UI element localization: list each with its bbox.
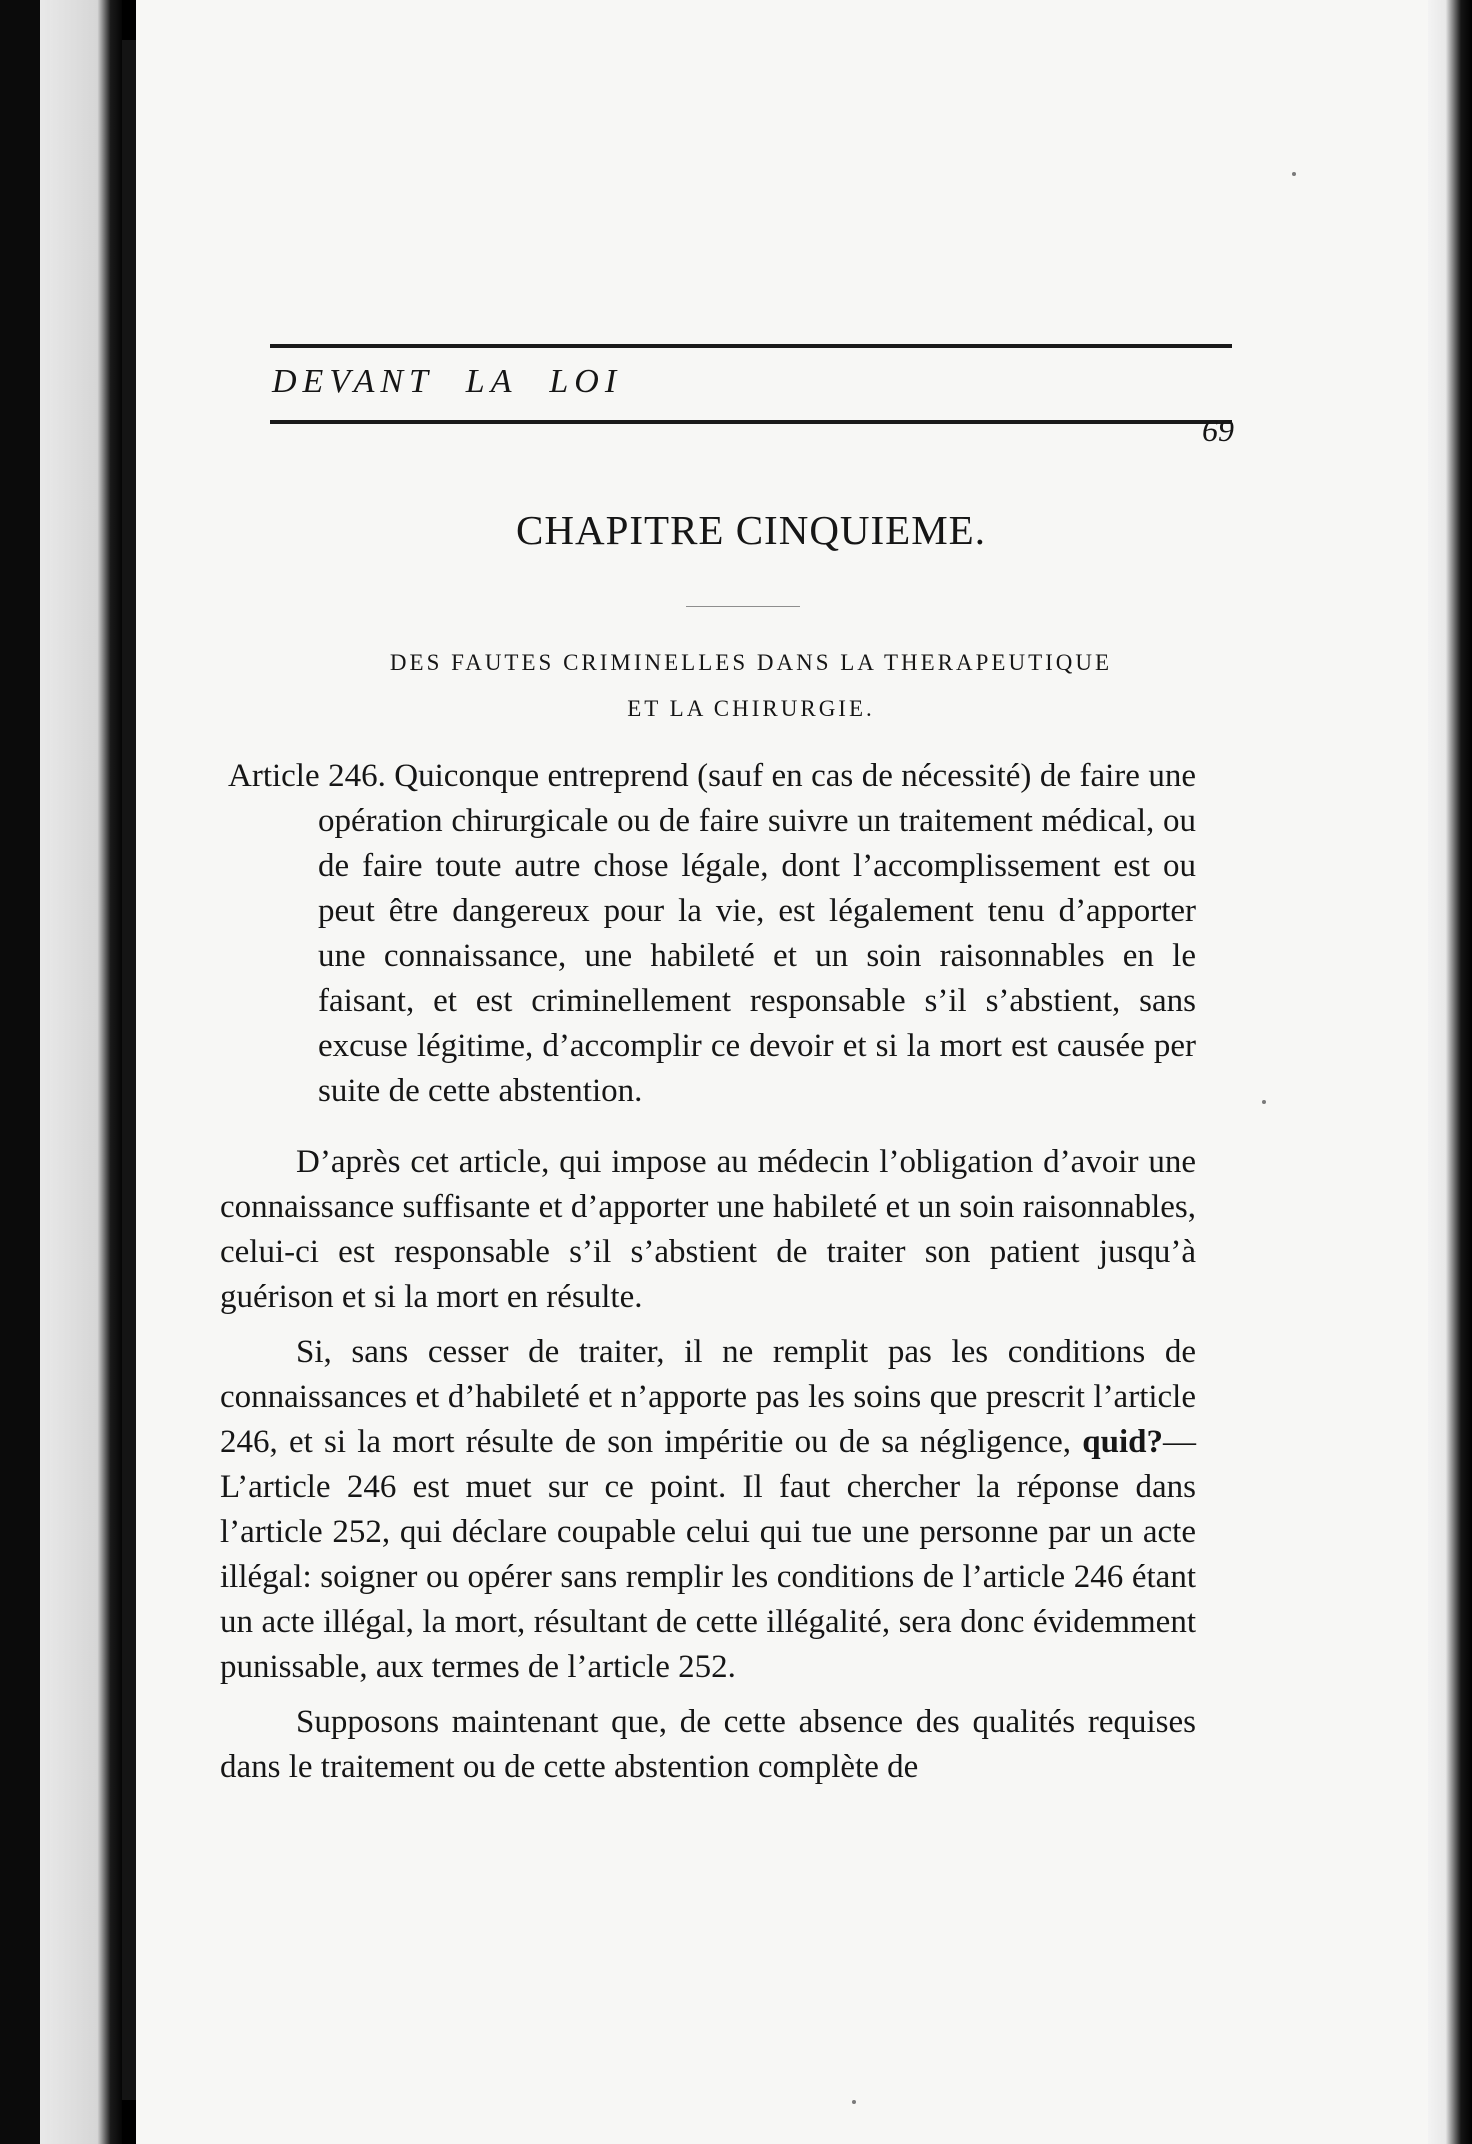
page-number: 69 xyxy=(1202,412,1234,448)
body-text xyxy=(220,754,1196,1800)
paragraph-2 xyxy=(220,1330,1196,1690)
page-header xyxy=(270,344,1232,462)
header-rule-bottom xyxy=(270,420,1232,424)
article-246 xyxy=(220,754,1196,1114)
chapter-title: CHAPITRE CINQUIEME. xyxy=(516,507,986,553)
header-rule-top xyxy=(270,344,1232,348)
section-title-line-1: DES FAUTES CRIMINELLES DANS LA THERAPEUTIQUE xyxy=(389,650,1113,675)
section-title-line-2: ET LA CHIRURGIE. xyxy=(627,696,875,721)
paragraph-3: Supposons maintenant que, de cette absence des qualités requises dans le traitement ou de cette abstention complète de xyxy=(220,1704,1196,1785)
paragraph-2-end: —L’article 246 est muet sur ce point. Il faut chercher la réponse dans l’article 252, qui déclare coupable celui qui tue une personne par un acte illégal: soigner ou opérer sans remplir les conditions de l’article 246 étant un acte illégal, la mort, résultant de cette illégalité, sera donc évidemment punissable, aux termes de l’article 252. xyxy=(220,1424,1196,1685)
scan-right-edge xyxy=(1428,0,1472,2144)
section-title xyxy=(270,640,1232,732)
quid-emphasis: quid? xyxy=(1082,1424,1163,1460)
running-head: DEVANT LA LOI xyxy=(272,363,623,400)
article-label: Article 246. xyxy=(228,758,386,794)
paragraph-1: D’après cet article, qui impose au médecin l’obligation d’avoir une connaissance suffisante et d’apporter une habileté et un soin raisonnables, celui-ci est responsable s’il s’abstient de traiter son patient jusqu’à guérison et si la mort en résulte. xyxy=(220,1144,1196,1315)
book-gutter xyxy=(122,40,136,2100)
chapter-rule xyxy=(686,606,800,607)
article-text: Quiconque entreprend (sauf en cas de nécessité) de faire une opération chirurgicale ou de faire suivre un traitement médical, ou de faire toute autre chose légale, dont l’accomplissement est ou peut être dangereux pour la vie, est légalement tenu d’apporter une connaissance, une habileté et un soin raisonnables en le faisant, et est criminellement responsable s’il s’abstient, sans excuse légitime, d’accomplir ce devoir et si la mort est causée per suite de cette abstention. xyxy=(318,758,1197,1109)
paragraph-2-start: Si, sans cesser de traiter, il ne remplit pas les conditions de connaissances et d’habileté et n’apporte pas les soins que prescrit l’article 246, et si la mort résulte de son impéritie ou de sa négligence, xyxy=(220,1334,1196,1460)
facing-page-edge xyxy=(40,0,122,2144)
scan-left-margin xyxy=(0,0,40,2144)
